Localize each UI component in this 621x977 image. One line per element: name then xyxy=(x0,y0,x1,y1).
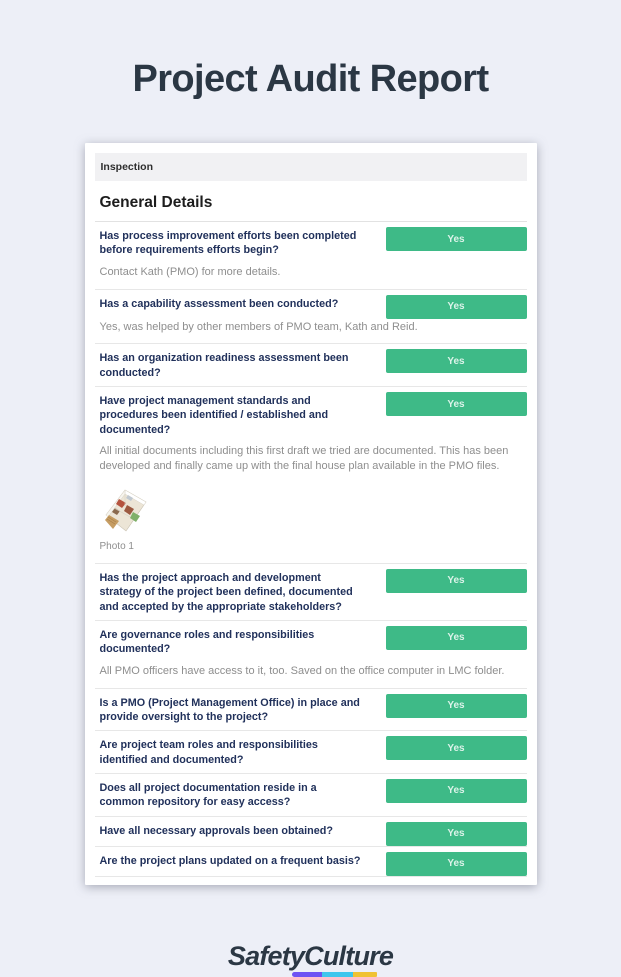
answer-button-yes[interactable]: Yes xyxy=(386,569,527,593)
page-title: Project Audit Report xyxy=(132,58,489,100)
question-row xyxy=(95,621,527,689)
question-text: Does all project documentation reside in a common repository for easy access? xyxy=(99,781,317,809)
photo-label: Photo 1 xyxy=(99,540,134,552)
question-row xyxy=(95,689,527,732)
question-text: Are the project plans updated on a frequent basis? xyxy=(99,854,361,867)
safetyculture-logo-text: SafetyCulture xyxy=(227,940,394,971)
answer-button-yes[interactable]: Yes xyxy=(386,349,527,373)
answer-button-yes[interactable]: Yes xyxy=(386,626,527,650)
answer-button-yes[interactable]: Yes xyxy=(386,295,527,319)
answer-button-yes[interactable]: Yes xyxy=(386,392,527,416)
logo-underline-yellow-segment xyxy=(353,972,378,977)
question-note: All initial documents including this first draft we tried are documented. This has been developed and finally came up with the final house plan available in the PMO files. xyxy=(99,445,509,473)
photo-attachment xyxy=(95,483,527,563)
question-row xyxy=(95,847,527,877)
logo-underline-purple-segment xyxy=(292,972,322,977)
question-row xyxy=(95,344,527,387)
question-text: Has process improvement efforts been completed before requirements efforts begin? xyxy=(99,230,357,257)
answer-button-yes[interactable]: Yes xyxy=(386,736,527,760)
question-text: Have all necessary approvals been obtained? xyxy=(99,824,333,837)
question-row xyxy=(95,222,527,290)
section-title: General Details xyxy=(95,181,527,222)
inspection-header: Inspection xyxy=(95,153,527,181)
question-text: Has an organization readiness assessment been conducted? xyxy=(99,352,349,379)
answer-button-yes[interactable]: Yes xyxy=(386,694,527,718)
safetyculture-logo xyxy=(0,941,621,977)
question-text: Are project team roles and responsibilities identified and documented? xyxy=(99,739,318,766)
question-row xyxy=(95,817,527,847)
question-row xyxy=(95,290,527,345)
answer-button-yes[interactable]: Yes xyxy=(386,227,527,251)
question-row xyxy=(95,774,527,817)
question-row xyxy=(95,731,527,774)
answer-button-yes[interactable]: Yes xyxy=(386,852,527,876)
question-text: Has the project approach and development strategy of the project been defined, documented and accepted by the appropriate stakeholders? xyxy=(99,571,353,613)
question-row xyxy=(95,387,527,564)
answer-button-yes[interactable]: Yes xyxy=(386,779,527,803)
answer-button-yes[interactable]: Yes xyxy=(386,822,527,846)
question-note: Yes, was helped by other members of PMO team, Kath and Reid. xyxy=(99,320,418,333)
question-text: Has a capability assessment been conducted? xyxy=(99,297,339,310)
question-note: Contact Kath (PMO) for more details. xyxy=(99,265,281,278)
floorplan-photo-icon[interactable] xyxy=(100,486,150,536)
logo-underline-gradient xyxy=(292,972,378,977)
logo-underline-cyan-segment xyxy=(322,972,353,977)
question-row xyxy=(95,564,527,621)
question-text: Are governance roles and responsibilities documented? xyxy=(99,628,315,656)
report-card xyxy=(85,143,537,885)
question-text: Is a PMO (Project Management Office) in place and provide oversight to the project? xyxy=(99,696,360,723)
question-note: All PMO officers have access to it, too. Saved on the office computer in LMC folder. xyxy=(99,664,505,677)
question-text: Have project management standards and procedures been identified / established and documented? xyxy=(99,395,329,436)
